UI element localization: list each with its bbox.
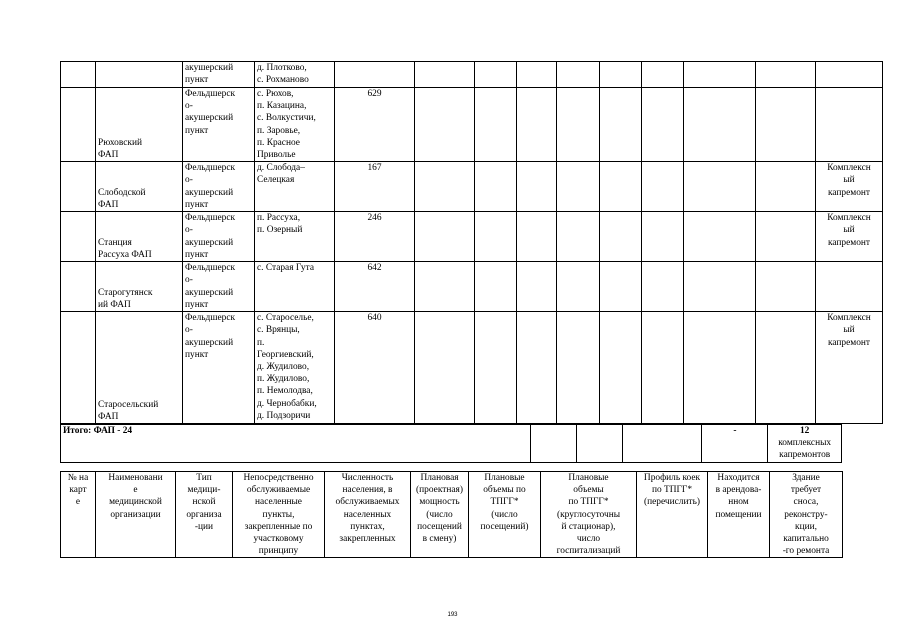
facility-name (96, 62, 183, 88)
population (335, 62, 415, 88)
table-row (61, 262, 883, 312)
table-row (61, 162, 883, 212)
header-served-settlements: Непосредственно обслуживаемые населенные пункты, закрепленные по участковому принципу (233, 472, 325, 558)
facility-name: Рюховский ФАП (96, 88, 183, 162)
table-row (61, 312, 883, 424)
served-settlements: п. Рассуха, п. Озерный (255, 212, 335, 262)
facility-type: Фельдшерск о- акушерский пункт (183, 312, 255, 424)
population: 167 (335, 162, 415, 212)
served-settlements: д. Слобода– Селецкая (255, 162, 335, 212)
table-row (61, 62, 883, 88)
table-row (61, 212, 883, 262)
header-planned-hospitalizations: Плановые объемы по ТПГГ* (круглосуточны й стационар), число госпитализаций (541, 472, 637, 558)
header-organization-type: Тип медици- нской организа -ции (176, 472, 233, 558)
facility-type: акушерский пункт (183, 62, 255, 88)
served-settlements: с. Староселье, с. Врянцы, п. Георгиевский, д. Жудилово, п. Жудилово, п. Немолодва, д. Чернобабки, д. Подзоричи (255, 312, 335, 424)
facility-name: Старогутянск ий ФАП (96, 262, 183, 312)
facility-type: Фельдшерск о- акушерский пункт (183, 262, 255, 312)
population: 640 (335, 312, 415, 424)
header-population: Численность населения, в обслуживаемых населенных пунктах, закрепленных (325, 472, 411, 558)
facility-name: Слободской ФАП (96, 162, 183, 212)
table-row (61, 88, 883, 162)
header-planned-visits: Плановые объемы по ТПГГ* (число посещений) (469, 472, 541, 558)
repair-status (816, 88, 883, 162)
repair-status: Комплексн ый капремонт (816, 312, 883, 424)
total-repair (768, 425, 842, 463)
header-planned-capacity: Плановая (проектная) мощность (число посещений в смену) (411, 472, 469, 558)
total-repair-count: 12 (799, 426, 810, 436)
population: 629 (335, 88, 415, 162)
repair-status: Комплексн ый капремонт (816, 162, 883, 212)
total-dash: - (702, 425, 768, 463)
header-map-number: № на карт е (61, 472, 96, 558)
facility-type: Фельдшерск о- акушерский пункт (183, 162, 255, 212)
totals-table (60, 424, 842, 463)
header-organization-name: Наименовани е медицинской организации (96, 472, 176, 558)
header-bed-profile: Профиль коек по ТПГГ* (перечислить) (637, 472, 708, 558)
facilities-table (60, 61, 883, 424)
total-label: Итого: ФАП - 24 (61, 425, 531, 463)
facility-type: Фельдшерск о- акушерский пункт (183, 212, 255, 262)
served-settlements: с. Старая Гута (255, 262, 335, 312)
header-rented-premises: Находится в арендова- нном помещении (708, 472, 770, 558)
total-repair-text: комплексных капремонтов (778, 438, 832, 461)
column-header-table (60, 471, 843, 558)
served-settlements: д. Плотково, с. Рохманово (255, 62, 335, 88)
facility-name: Станция Рассуха ФАП (96, 212, 183, 262)
facility-type: Фельдшерск о- акушерский пункт (183, 88, 255, 162)
header-building-repair: Здание требует сноса, реконстру- кции, капитально -го ремонта (770, 472, 843, 558)
population: 246 (335, 212, 415, 262)
totals-row (61, 425, 842, 463)
population: 642 (335, 262, 415, 312)
repair-status (816, 62, 883, 88)
repair-status: Комплексн ый капремонт (816, 212, 883, 262)
header-row (61, 472, 843, 558)
repair-status (816, 262, 883, 312)
facility-name: Старосельский ФАП (96, 312, 183, 424)
served-settlements: с. Рюхов, п. Казацина, с. Волкустичи, п. Заровье, п. Красное Приволье (255, 88, 335, 162)
page-number: 193 (447, 612, 458, 618)
